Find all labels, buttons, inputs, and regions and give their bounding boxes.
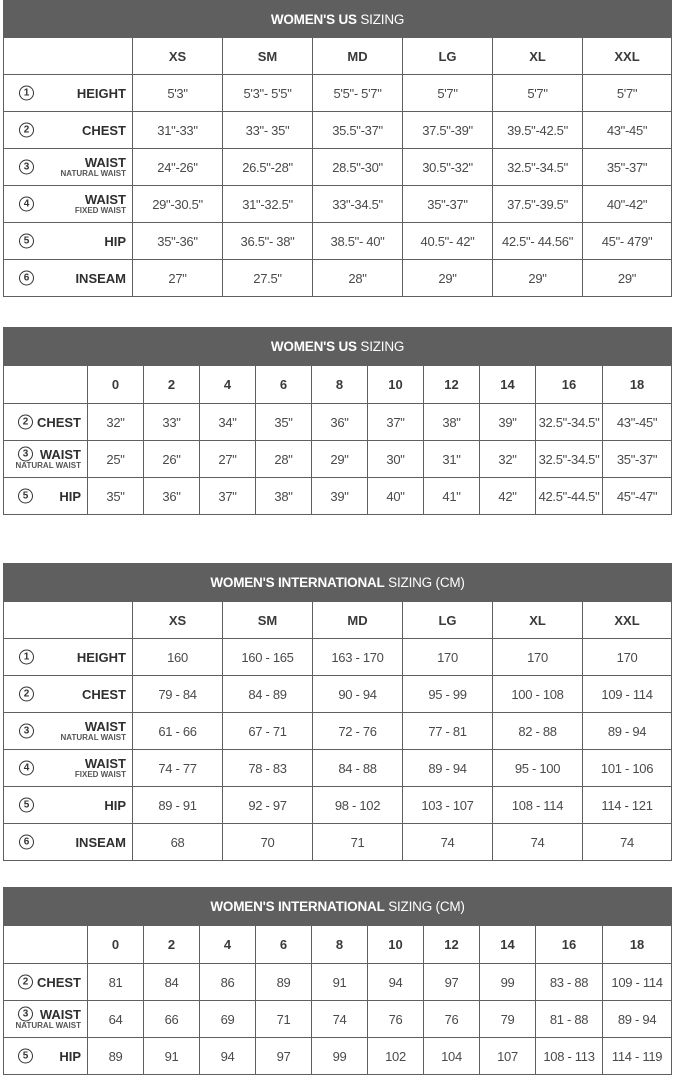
- value-cell: 108 - 114: [493, 787, 583, 824]
- column-header: 6: [256, 366, 312, 404]
- value-cell: 70: [223, 824, 313, 861]
- value-cell: 29": [583, 260, 672, 297]
- column-header: XXL: [583, 38, 672, 75]
- value-cell: 5'7": [493, 75, 583, 112]
- table-row: [4, 404, 672, 441]
- column-header: 16: [536, 926, 603, 964]
- value-cell: 90 - 94: [313, 676, 403, 713]
- value-cell: 91: [312, 964, 368, 1001]
- value-cell: 31"-32.5": [223, 186, 313, 223]
- column-header: XL: [493, 602, 583, 639]
- value-cell: 74: [403, 824, 493, 861]
- row-label-text: HEIGHT: [76, 649, 126, 665]
- value-cell: 99: [312, 1038, 368, 1075]
- row-label-text: WAIST: [84, 192, 126, 207]
- value-cell: 31": [424, 441, 480, 478]
- row-label: [4, 441, 88, 478]
- value-cell: 36.5"- 38": [223, 223, 313, 260]
- row-sublabel: NATURAL WAIST: [15, 461, 81, 470]
- value-cell: 89 - 91: [133, 787, 223, 824]
- value-cell: 71: [256, 1001, 312, 1038]
- value-cell: 109 - 114: [583, 676, 672, 713]
- value-cell: 39.5"-42.5": [493, 112, 583, 149]
- value-cell: 35": [256, 404, 312, 441]
- value-cell: 64: [88, 1001, 144, 1038]
- value-cell: 43"-45": [603, 404, 672, 441]
- column-header: 6: [256, 926, 312, 964]
- table-title: WOMEN'S INTERNATIONAL SIZING (CM): [4, 564, 672, 602]
- row-label-text: WAIST: [84, 756, 126, 771]
- row-label-text: HIP: [104, 797, 126, 813]
- value-cell: 35"-37": [403, 186, 493, 223]
- value-cell: 89: [256, 964, 312, 1001]
- table-row: [4, 223, 672, 260]
- value-cell: 67 - 71: [223, 713, 313, 750]
- value-cell: 28.5"-30": [313, 149, 403, 186]
- value-cell: 41": [424, 478, 480, 515]
- value-cell: 86: [200, 964, 256, 1001]
- value-cell: 29": [493, 260, 583, 297]
- column-header: SM: [223, 602, 313, 639]
- value-cell: 34": [200, 404, 256, 441]
- value-cell: 76: [368, 1001, 424, 1038]
- value-cell: 89 - 94: [603, 1001, 672, 1038]
- row-label: [4, 824, 133, 861]
- value-cell: 38": [424, 404, 480, 441]
- row-label: [4, 223, 133, 260]
- column-header: 2: [144, 366, 200, 404]
- number-badge-icon: 4: [19, 761, 34, 776]
- value-cell: 42": [480, 478, 536, 515]
- value-cell: 36": [312, 404, 368, 441]
- value-cell: 29": [403, 260, 493, 297]
- table-row: [4, 964, 672, 1001]
- value-cell: 32": [480, 441, 536, 478]
- value-cell: 89 - 94: [583, 713, 672, 750]
- table-row: [4, 824, 672, 861]
- value-cell: 26": [144, 441, 200, 478]
- value-cell: 35.5"-37": [313, 112, 403, 149]
- value-cell: 108 - 113: [536, 1038, 603, 1075]
- value-cell: 83 - 88: [536, 964, 603, 1001]
- value-cell: 24"-26": [133, 149, 223, 186]
- row-label-text: CHEST: [81, 686, 126, 702]
- value-cell: 45"-47": [603, 478, 672, 515]
- value-cell: 114 - 121: [583, 787, 672, 824]
- column-header: 8: [312, 366, 368, 404]
- row-label: [4, 478, 88, 515]
- value-cell: 32.5"-34.5": [536, 404, 603, 441]
- header-row: [4, 926, 672, 964]
- table-title: WOMEN'S INTERNATIONAL SIZING (CM): [4, 888, 672, 926]
- value-cell: 97: [424, 964, 480, 1001]
- value-cell: 81: [88, 964, 144, 1001]
- row-label-text: WAIST: [39, 447, 81, 462]
- column-header: LG: [403, 602, 493, 639]
- row-sublabel: NATURAL WAIST: [60, 169, 126, 178]
- table-title: WOMEN'S US SIZING: [4, 328, 672, 366]
- table-row: [4, 441, 672, 478]
- table-row: [4, 260, 672, 297]
- table-row: [4, 1001, 672, 1038]
- value-cell: 32": [88, 404, 144, 441]
- row-label-text: WAIST: [84, 155, 126, 170]
- value-cell: 5'5"- 5'7": [313, 75, 403, 112]
- row-label-text: HEIGHT: [76, 85, 126, 101]
- column-header: 14: [480, 366, 536, 404]
- column-header: 10: [368, 366, 424, 404]
- value-cell: 170: [493, 639, 583, 676]
- column-header: 18: [603, 926, 672, 964]
- value-cell: 79 - 84: [133, 676, 223, 713]
- value-cell: 40": [368, 478, 424, 515]
- table-row: [4, 639, 672, 676]
- table-row: [4, 478, 672, 515]
- value-cell: 91: [144, 1038, 200, 1075]
- value-cell: 71: [313, 824, 403, 861]
- header-row: [4, 602, 672, 639]
- value-cell: 163 - 170: [313, 639, 403, 676]
- row-label-text: HIP: [59, 488, 81, 504]
- value-cell: 35": [88, 478, 144, 515]
- value-cell: 109 - 114: [603, 964, 672, 1001]
- value-cell: 32.5"-34.5": [536, 441, 603, 478]
- row-label: [4, 112, 133, 149]
- row-label-text: INSEAM: [75, 834, 126, 850]
- table-row: [4, 713, 672, 750]
- value-cell: 84: [144, 964, 200, 1001]
- corner-cell: [4, 366, 88, 404]
- row-label-text: WAIST: [84, 719, 126, 734]
- value-cell: 39": [480, 404, 536, 441]
- row-label: [4, 639, 133, 676]
- value-cell: 66: [144, 1001, 200, 1038]
- value-cell: 79: [480, 1001, 536, 1038]
- column-header: 8: [312, 926, 368, 964]
- value-cell: 114 - 119: [603, 1038, 672, 1075]
- table-row: [4, 186, 672, 223]
- corner-cell: [4, 38, 133, 75]
- table-row: [4, 1038, 672, 1075]
- corner-cell: [4, 926, 88, 964]
- column-header: 4: [200, 366, 256, 404]
- value-cell: 94: [200, 1038, 256, 1075]
- value-cell: 72 - 76: [313, 713, 403, 750]
- column-header: SM: [223, 38, 313, 75]
- value-cell: 27": [200, 441, 256, 478]
- number-badge-icon: 5: [19, 234, 34, 249]
- value-cell: 76: [424, 1001, 480, 1038]
- us-numeric-size-table: [3, 327, 672, 515]
- value-cell: 33"-34.5": [313, 186, 403, 223]
- value-cell: 37.5"-39.5": [493, 186, 583, 223]
- value-cell: 98 - 102: [313, 787, 403, 824]
- table-row: [4, 149, 672, 186]
- row-label: [4, 676, 133, 713]
- value-cell: 30.5"-32": [403, 149, 493, 186]
- row-label: [4, 750, 133, 787]
- table-row: [4, 676, 672, 713]
- value-cell: 95 - 100: [493, 750, 583, 787]
- value-cell: 27.5": [223, 260, 313, 297]
- value-cell: 74 - 77: [133, 750, 223, 787]
- value-cell: 28": [256, 441, 312, 478]
- row-sublabel: NATURAL WAIST: [15, 1021, 81, 1030]
- column-header: 0: [88, 366, 144, 404]
- value-cell: 33"- 35": [223, 112, 313, 149]
- value-cell: 36": [144, 478, 200, 515]
- row-label-text: HIP: [104, 233, 126, 249]
- column-header: 12: [424, 926, 480, 964]
- row-label-text: CHEST: [36, 974, 81, 990]
- column-header: 16: [536, 366, 603, 404]
- row-label: [4, 1001, 88, 1038]
- value-cell: 5'7": [583, 75, 672, 112]
- value-cell: 81 - 88: [536, 1001, 603, 1038]
- number-badge-icon: 5: [18, 1049, 33, 1064]
- international-numeric-size-table: [3, 887, 672, 1075]
- value-cell: 38.5"- 40": [313, 223, 403, 260]
- value-cell: 89 - 94: [403, 750, 493, 787]
- value-cell: 69: [200, 1001, 256, 1038]
- number-badge-icon: 3: [18, 447, 33, 462]
- number-badge-icon: 6: [19, 835, 34, 850]
- value-cell: 74: [583, 824, 672, 861]
- corner-cell: [4, 602, 133, 639]
- value-cell: 103 - 107: [403, 787, 493, 824]
- value-cell: 30": [368, 441, 424, 478]
- value-cell: 5'7": [403, 75, 493, 112]
- value-cell: 35"-36": [133, 223, 223, 260]
- value-cell: 33": [144, 404, 200, 441]
- value-cell: 82 - 88: [493, 713, 583, 750]
- value-cell: 32.5"-34.5": [493, 149, 583, 186]
- value-cell: 104: [424, 1038, 480, 1075]
- row-label-text: INSEAM: [75, 270, 126, 286]
- value-cell: 95 - 99: [403, 676, 493, 713]
- header-row: [4, 38, 672, 75]
- column-header: 18: [603, 366, 672, 404]
- row-sublabel: FIXED WAIST: [74, 206, 126, 215]
- column-header: XXL: [583, 602, 672, 639]
- value-cell: 68: [133, 824, 223, 861]
- value-cell: 107: [480, 1038, 536, 1075]
- number-badge-icon: 2: [18, 415, 33, 430]
- table-title: WOMEN'S US SIZING: [4, 1, 672, 38]
- number-badge-icon: 2: [19, 687, 34, 702]
- table-row: [4, 75, 672, 112]
- row-label: [4, 1038, 88, 1075]
- value-cell: 40.5"- 42": [403, 223, 493, 260]
- value-cell: 35"-37": [583, 149, 672, 186]
- value-cell: 74: [493, 824, 583, 861]
- value-cell: 99: [480, 964, 536, 1001]
- value-cell: 26.5"-28": [223, 149, 313, 186]
- column-header: 2: [144, 926, 200, 964]
- value-cell: 77 - 81: [403, 713, 493, 750]
- value-cell: 27": [133, 260, 223, 297]
- value-cell: 31"-33": [133, 112, 223, 149]
- row-label: [4, 787, 133, 824]
- value-cell: 100 - 108: [493, 676, 583, 713]
- column-header: XS: [133, 602, 223, 639]
- number-badge-icon: 1: [19, 650, 34, 665]
- value-cell: 170: [583, 639, 672, 676]
- row-label-text: CHEST: [36, 414, 81, 430]
- value-cell: 160 - 165: [223, 639, 313, 676]
- row-label: [4, 186, 133, 223]
- column-header: 14: [480, 926, 536, 964]
- table-row: [4, 750, 672, 787]
- value-cell: 84 - 89: [223, 676, 313, 713]
- value-cell: 35"-37": [603, 441, 672, 478]
- value-cell: 78 - 83: [223, 750, 313, 787]
- row-label-text: WAIST: [39, 1007, 81, 1022]
- table-row: [4, 787, 672, 824]
- value-cell: 5'3"- 5'5": [223, 75, 313, 112]
- value-cell: 43"-45": [583, 112, 672, 149]
- international-letter-size-table: [3, 563, 672, 861]
- value-cell: 92 - 97: [223, 787, 313, 824]
- column-header: 4: [200, 926, 256, 964]
- row-label: [4, 404, 88, 441]
- row-label: [4, 713, 133, 750]
- row-label: [4, 75, 133, 112]
- row-label: [4, 964, 88, 1001]
- number-badge-icon: 3: [18, 1007, 33, 1022]
- value-cell: 28": [313, 260, 403, 297]
- number-badge-icon: 3: [19, 724, 34, 739]
- number-badge-icon: 1: [19, 86, 34, 101]
- value-cell: 38": [256, 478, 312, 515]
- value-cell: 25": [88, 441, 144, 478]
- value-cell: 89: [88, 1038, 144, 1075]
- row-label-text: HIP: [59, 1048, 81, 1064]
- row-label: [4, 149, 133, 186]
- number-badge-icon: 4: [19, 197, 34, 212]
- column-header: LG: [403, 38, 493, 75]
- number-badge-icon: 5: [19, 798, 34, 813]
- value-cell: 160: [133, 639, 223, 676]
- row-label-text: CHEST: [81, 122, 126, 138]
- header-row: [4, 366, 672, 404]
- column-header: MD: [313, 602, 403, 639]
- value-cell: 29"-30.5": [133, 186, 223, 223]
- value-cell: 45"- 479": [583, 223, 672, 260]
- row-sublabel: NATURAL WAIST: [60, 733, 126, 742]
- value-cell: 101 - 106: [583, 750, 672, 787]
- value-cell: 39": [312, 478, 368, 515]
- value-cell: 170: [403, 639, 493, 676]
- row-label: [4, 260, 133, 297]
- value-cell: 5'3": [133, 75, 223, 112]
- value-cell: 29": [312, 441, 368, 478]
- value-cell: 84 - 88: [313, 750, 403, 787]
- value-cell: 97: [256, 1038, 312, 1075]
- column-header: XL: [493, 38, 583, 75]
- number-badge-icon: 6: [19, 271, 34, 286]
- value-cell: 42.5"-44.5": [536, 478, 603, 515]
- column-header: MD: [313, 38, 403, 75]
- column-header: XS: [133, 38, 223, 75]
- number-badge-icon: 5: [18, 489, 33, 504]
- value-cell: 40"-42": [583, 186, 672, 223]
- value-cell: 74: [312, 1001, 368, 1038]
- value-cell: 37.5"-39": [403, 112, 493, 149]
- table-row: [4, 112, 672, 149]
- value-cell: 102: [368, 1038, 424, 1075]
- column-header: 12: [424, 366, 480, 404]
- value-cell: 37": [200, 478, 256, 515]
- us-letter-size-table: [3, 0, 672, 297]
- value-cell: 37": [368, 404, 424, 441]
- number-badge-icon: 2: [18, 975, 33, 990]
- row-sublabel: FIXED WAIST: [74, 770, 126, 779]
- column-header: 0: [88, 926, 144, 964]
- column-header: 10: [368, 926, 424, 964]
- value-cell: 94: [368, 964, 424, 1001]
- value-cell: 61 - 66: [133, 713, 223, 750]
- number-badge-icon: 3: [19, 160, 34, 175]
- number-badge-icon: 2: [19, 123, 34, 138]
- value-cell: 42.5"- 44.56": [493, 223, 583, 260]
